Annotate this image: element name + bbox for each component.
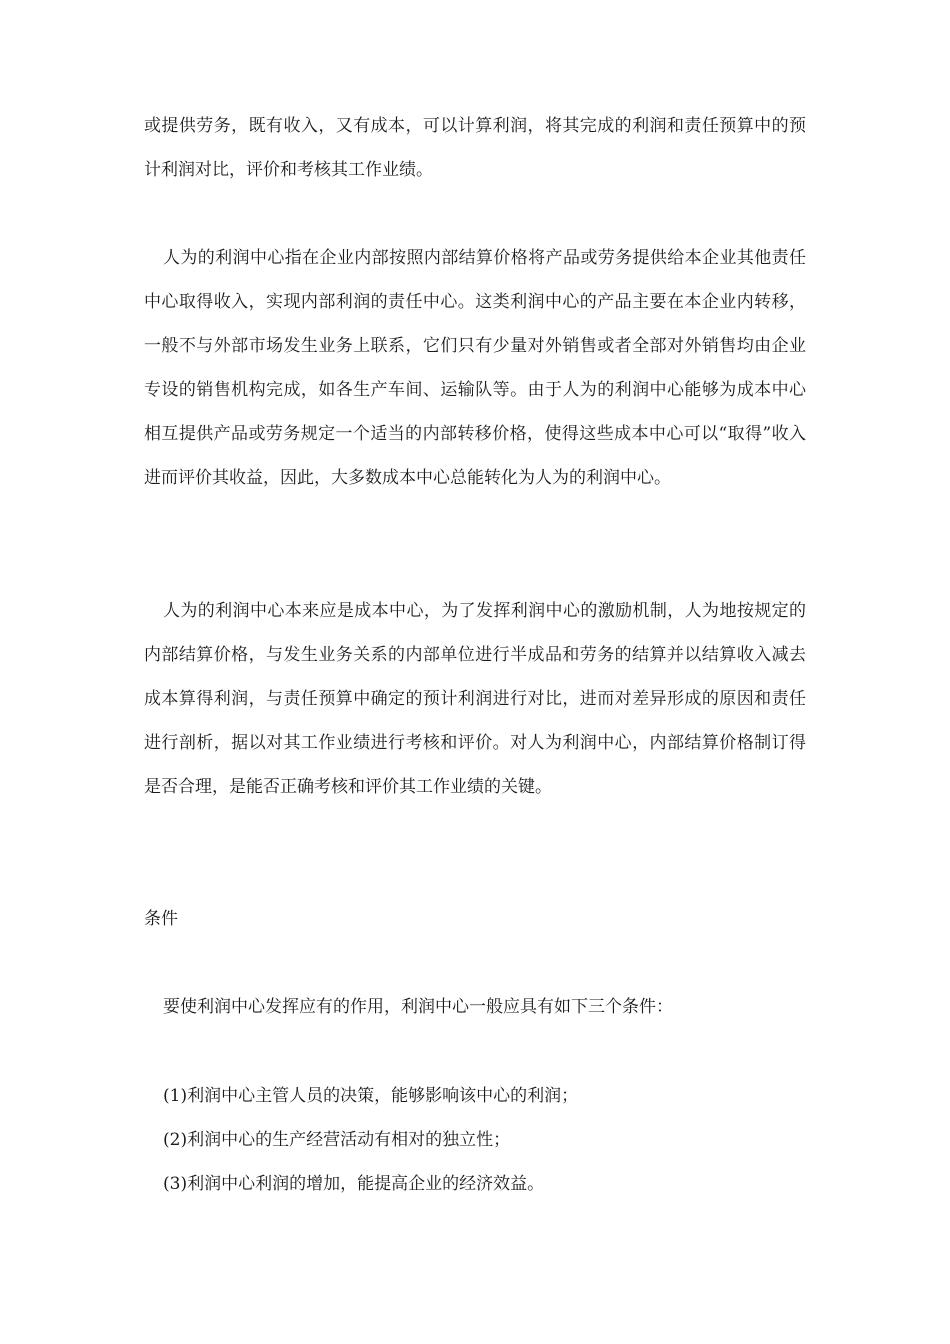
condition-item-3: (3)利润中心利润的增加，能提高企业的经济效益。 <box>163 1174 545 1194</box>
paragraph-continuation: 或提供劳务，既有收入，又有成本，可以计算利润，将其完成的利润和责任预算中的预计利润对比，评价和考核其工作业绩。 <box>144 116 806 180</box>
paragraph-conditions-intro: 要使利润中心发挥应有的作用，利润中心一般应具有如下三个条件： <box>163 997 673 1017</box>
paragraph-artificial-profit-center-2: 人为的利润中心本来应是成本中心，为了发挥利润中心的激励机制，人为地按规定的内部结算价格，与发生业务关系的内部单位进行半成品和劳务的结算并以结算收入减去成本算得利润，与责任预算中确定的预计利润进行对比，进而对差异形成的原因和责任进行剖析，据以对其工作业绩进行考核和评价。对人为利润中心，内部结算价格制订得是否合理，是能否正确考核和评价其工作业绩的关键。 <box>144 601 806 797</box>
condition-item-2: (2)利润中心的生产经营活动有相对的独立性； <box>163 1130 511 1150</box>
paragraph-artificial-profit-center: 人为的利润中心指在企业内部按照内部结算价格将产品或劳务提供给本企业其他责任中心取得收入，实现内部利润的责任中心。这类利润中心的产品主要在本企业内转移，一般不与外部市场发生业务上联系，它们只有少量对外销售或者全部对外销售均由企业专设的销售机构完成，如各生产车间、运输队等。由于人为的利润中心能够为成本中心相互提供产品或劳务规定一个适当的内部转移价格，使得这些成本中心可以“取得”收入进而评价其收益，因此，大多数成本中心总能转化为人为的利润中心。 <box>144 248 806 488</box>
condition-item-1: (1)利润中心主管人员的决策，能够影响该中心的利润； <box>163 1086 579 1106</box>
conditions-list <box>144 1074 806 1206</box>
section-heading: 条件 <box>144 909 178 929</box>
